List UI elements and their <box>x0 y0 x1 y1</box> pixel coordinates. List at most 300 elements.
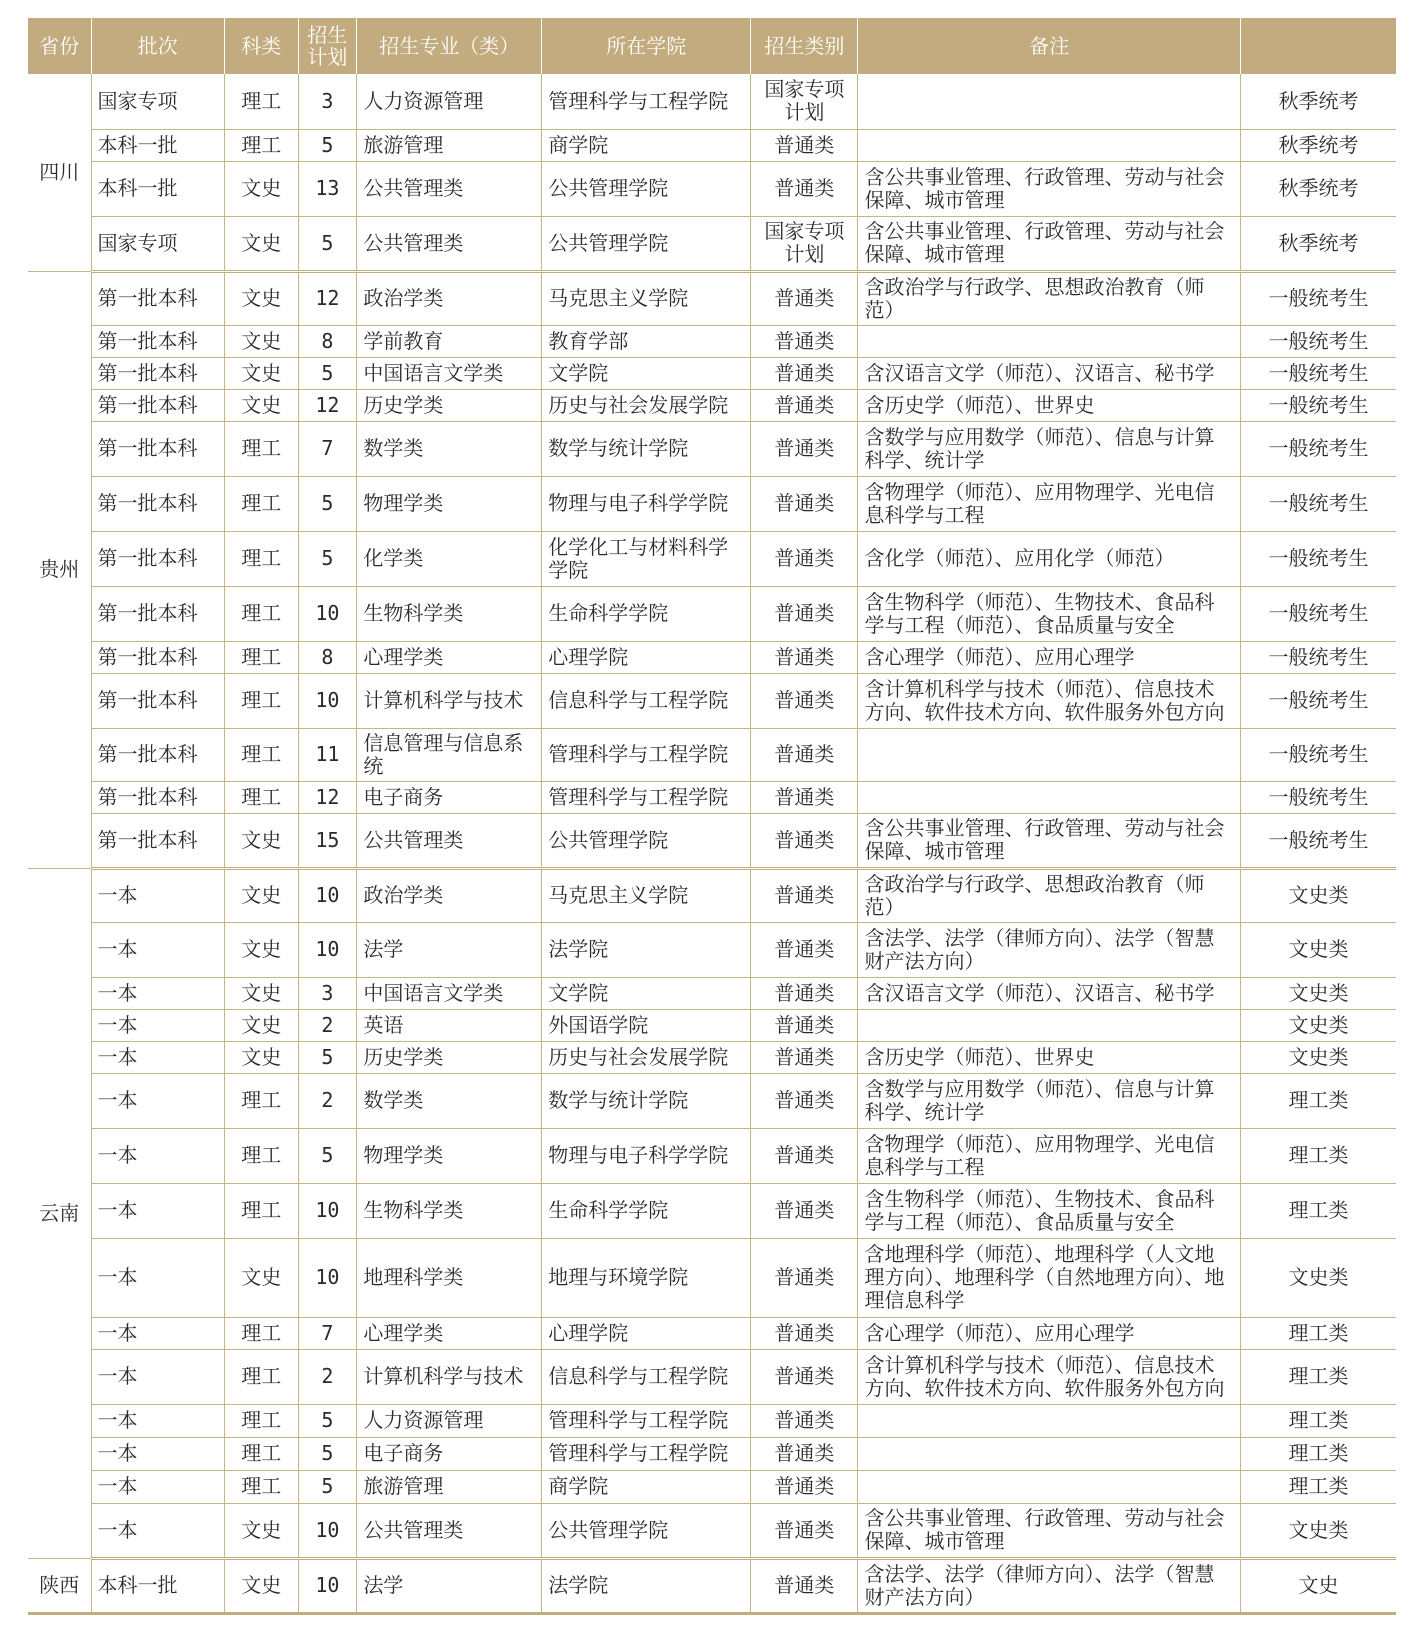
category-cell: 普通类 <box>751 1073 858 1128</box>
college-cell: 心理学院 <box>542 1317 751 1349</box>
note-cell: 含数学与应用数学（师范）、信息与计算科学、统计学 <box>858 421 1240 476</box>
subject-cell: 理工 <box>224 1128 298 1183</box>
table-row <box>28 922 1396 977</box>
plan-cell: 10 <box>298 922 357 977</box>
header-plan: 招生计划 <box>298 18 357 74</box>
note-cell: 含计算机科学与技术（师范）、信息技术方向、软件技术方向、软件服务外包方向 <box>858 1349 1240 1404</box>
plan-cell: 15 <box>298 813 357 868</box>
remark-cell: 理工类 <box>1240 1073 1396 1128</box>
subject-cell: 文史 <box>224 1558 298 1613</box>
major-cell: 数学类 <box>357 1073 542 1128</box>
table-row <box>28 1073 1396 1128</box>
major-cell: 法学 <box>357 922 542 977</box>
batch-cell: 一本 <box>91 1437 224 1470</box>
major-cell: 信息管理与信息系统 <box>357 728 542 781</box>
note-cell: 含公共事业管理、行政管理、劳动与社会保障、城市管理 <box>858 813 1240 868</box>
batch-cell: 一本 <box>91 1404 224 1437</box>
major-cell: 心理学类 <box>357 641 542 673</box>
note-cell <box>858 129 1240 161</box>
note-cell <box>858 781 1240 813</box>
table-row <box>28 673 1396 728</box>
note-cell: 含政治学与行政学、思想政治教育（师范） <box>858 271 1240 325</box>
remark-cell: 秋季统考 <box>1240 161 1396 216</box>
batch-cell: 国家专项 <box>91 74 224 129</box>
batch-cell: 一本 <box>91 977 224 1009</box>
college-cell: 公共管理学院 <box>542 161 751 216</box>
college-cell: 管理科学与工程学院 <box>542 1404 751 1437</box>
remark-cell: 一般统考生 <box>1240 813 1396 868</box>
category-cell: 普通类 <box>751 1470 858 1503</box>
remark-cell: 文史类 <box>1240 1238 1396 1317</box>
subject-cell: 文史 <box>224 1041 298 1073</box>
remark-cell: 一般统考生 <box>1240 586 1396 641</box>
college-cell: 教育学部 <box>542 325 751 357</box>
subject-cell: 文史 <box>224 271 298 325</box>
category-cell: 普通类 <box>751 325 858 357</box>
table-row <box>28 325 1396 357</box>
note-cell <box>858 728 1240 781</box>
batch-cell: 第一批本科 <box>91 476 224 531</box>
note-cell: 含心理学（师范）、应用心理学 <box>858 641 1240 673</box>
college-cell: 公共管理学院 <box>542 813 751 868</box>
table-row <box>28 129 1396 161</box>
plan-cell: 11 <box>298 728 357 781</box>
table-row <box>28 357 1396 389</box>
category-cell: 普通类 <box>751 1503 858 1558</box>
table-row <box>28 271 1396 325</box>
plan-cell: 5 <box>298 357 357 389</box>
remark-cell: 理工类 <box>1240 1470 1396 1503</box>
subject-cell: 文史 <box>224 325 298 357</box>
subject-cell: 文史 <box>224 357 298 389</box>
remark-cell: 一般统考生 <box>1240 357 1396 389</box>
college-cell: 生命科学学院 <box>542 586 751 641</box>
major-cell: 英语 <box>357 1009 542 1041</box>
table-row <box>28 1470 1396 1503</box>
major-cell: 中国语言文学类 <box>357 357 542 389</box>
major-cell: 旅游管理 <box>357 129 542 161</box>
plan-cell: 10 <box>298 1238 357 1317</box>
college-cell: 数学与统计学院 <box>542 1073 751 1128</box>
category-cell: 普通类 <box>751 161 858 216</box>
batch-cell: 本科一批 <box>91 129 224 161</box>
college-cell: 法学院 <box>542 1558 751 1613</box>
major-cell: 电子商务 <box>357 781 542 813</box>
major-cell: 物理学类 <box>357 1128 542 1183</box>
note-cell <box>858 1404 1240 1437</box>
note-cell: 含公共事业管理、行政管理、劳动与社会保障、城市管理 <box>858 1503 1240 1558</box>
category-cell: 普通类 <box>751 1183 858 1238</box>
batch-cell: 第一批本科 <box>91 325 224 357</box>
header-notes: 备注 <box>858 18 1240 74</box>
plan-cell: 10 <box>298 1183 357 1238</box>
note-cell: 含公共事业管理、行政管理、劳动与社会保障、城市管理 <box>858 216 1240 271</box>
college-cell: 物理与电子科学学院 <box>542 476 751 531</box>
plan-cell: 5 <box>298 216 357 271</box>
header-remark <box>1240 18 1396 74</box>
plan-cell: 5 <box>298 531 357 586</box>
remark-cell: 秋季统考 <box>1240 74 1396 129</box>
header-major: 招生专业（类） <box>357 18 542 74</box>
batch-cell: 一本 <box>91 1317 224 1349</box>
remark-cell: 文史类 <box>1240 868 1396 922</box>
subject-cell: 文史 <box>224 216 298 271</box>
college-cell: 商学院 <box>542 129 751 161</box>
plan-cell: 12 <box>298 389 357 421</box>
major-cell: 地理科学类 <box>357 1238 542 1317</box>
college-cell: 地理与环境学院 <box>542 1238 751 1317</box>
remark-cell: 秋季统考 <box>1240 129 1396 161</box>
remark-cell: 一般统考生 <box>1240 673 1396 728</box>
table-row <box>28 1503 1396 1558</box>
table-row <box>28 421 1396 476</box>
remark-cell: 一般统考生 <box>1240 325 1396 357</box>
category-cell: 普通类 <box>751 813 858 868</box>
college-cell: 管理科学与工程学院 <box>542 74 751 129</box>
batch-cell: 第一批本科 <box>91 389 224 421</box>
major-cell: 物理学类 <box>357 476 542 531</box>
major-cell: 公共管理类 <box>357 216 542 271</box>
remark-cell: 文史类 <box>1240 1503 1396 1558</box>
province-cell: 陕西 <box>28 1558 91 1613</box>
major-cell: 计算机科学与技术 <box>357 1349 542 1404</box>
plan-cell: 12 <box>298 781 357 813</box>
plan-cell: 2 <box>298 1073 357 1128</box>
subject-cell: 理工 <box>224 74 298 129</box>
batch-cell: 一本 <box>91 1009 224 1041</box>
remark-cell: 理工类 <box>1240 1183 1396 1238</box>
category-cell: 普通类 <box>751 531 858 586</box>
note-cell: 含生物科学（师范）、生物技术、食品科学与工程（师范）、食品质量与安全 <box>858 586 1240 641</box>
table-row <box>28 781 1396 813</box>
subject-cell: 理工 <box>224 1437 298 1470</box>
major-cell: 人力资源管理 <box>357 74 542 129</box>
note-cell: 含历史学（师范）、世界史 <box>858 389 1240 421</box>
major-cell: 法学 <box>357 1558 542 1613</box>
batch-cell: 一本 <box>91 1128 224 1183</box>
remark-cell: 一般统考生 <box>1240 389 1396 421</box>
category-cell: 普通类 <box>751 781 858 813</box>
college-cell: 历史与社会发展学院 <box>542 389 751 421</box>
batch-cell: 第一批本科 <box>91 357 224 389</box>
subject-cell: 理工 <box>224 1349 298 1404</box>
subject-cell: 理工 <box>224 1470 298 1503</box>
header-batch: 批次 <box>91 18 224 74</box>
note-cell: 含地理科学（师范）、地理科学（人文地理方向）、地理科学（自然地理方向）、地理信息科学 <box>858 1238 1240 1317</box>
college-cell: 生命科学学院 <box>542 1183 751 1238</box>
category-cell: 普通类 <box>751 1349 858 1404</box>
remark-cell: 文史类 <box>1240 922 1396 977</box>
batch-cell: 第一批本科 <box>91 781 224 813</box>
table-row <box>28 977 1396 1009</box>
plan-cell: 5 <box>298 476 357 531</box>
note-cell: 含心理学（师范）、应用心理学 <box>858 1317 1240 1349</box>
batch-cell: 一本 <box>91 1238 224 1317</box>
table-row <box>28 74 1396 129</box>
subject-cell: 理工 <box>224 728 298 781</box>
subject-cell: 文史 <box>224 977 298 1009</box>
batch-cell: 本科一批 <box>91 1558 224 1613</box>
table-row <box>28 531 1396 586</box>
batch-cell: 第一批本科 <box>91 271 224 325</box>
batch-cell: 一本 <box>91 1503 224 1558</box>
table-row <box>28 1183 1396 1238</box>
major-cell: 历史学类 <box>357 389 542 421</box>
subject-cell: 理工 <box>224 1073 298 1128</box>
note-cell: 含法学、法学（律师方向）、法学（智慧财产法方向） <box>858 922 1240 977</box>
note-cell <box>858 1437 1240 1470</box>
remark-cell: 秋季统考 <box>1240 216 1396 271</box>
college-cell: 信息科学与工程学院 <box>542 673 751 728</box>
batch-cell: 一本 <box>91 922 224 977</box>
plan-cell: 10 <box>298 1558 357 1613</box>
header-subject: 科类 <box>224 18 298 74</box>
major-cell: 化学类 <box>357 531 542 586</box>
subject-cell: 理工 <box>224 641 298 673</box>
college-cell: 马克思主义学院 <box>542 271 751 325</box>
college-cell: 外国语学院 <box>542 1009 751 1041</box>
category-cell: 普通类 <box>751 977 858 1009</box>
college-cell: 法学院 <box>542 922 751 977</box>
college-cell: 历史与社会发展学院 <box>542 1041 751 1073</box>
college-cell: 商学院 <box>542 1470 751 1503</box>
table-row <box>28 1128 1396 1183</box>
category-cell: 普通类 <box>751 1558 858 1613</box>
major-cell: 计算机科学与技术 <box>357 673 542 728</box>
province-cell: 云南 <box>28 868 91 1558</box>
note-cell <box>858 74 1240 129</box>
plan-cell: 5 <box>298 1128 357 1183</box>
plan-cell: 5 <box>298 1404 357 1437</box>
category-cell: 普通类 <box>751 271 858 325</box>
table-row <box>28 1437 1396 1470</box>
category-cell: 普通类 <box>751 389 858 421</box>
remark-cell: 一般统考生 <box>1240 531 1396 586</box>
category-cell: 国家专项计划 <box>751 74 858 129</box>
college-cell: 管理科学与工程学院 <box>542 1437 751 1470</box>
note-cell: 含公共事业管理、行政管理、劳动与社会保障、城市管理 <box>858 161 1240 216</box>
plan-cell: 5 <box>298 1470 357 1503</box>
remark-cell: 理工类 <box>1240 1128 1396 1183</box>
batch-cell: 第一批本科 <box>91 641 224 673</box>
plan-cell: 8 <box>298 641 357 673</box>
subject-cell: 理工 <box>224 531 298 586</box>
plan-cell: 10 <box>298 1503 357 1558</box>
category-cell: 普通类 <box>751 641 858 673</box>
batch-cell: 国家专项 <box>91 216 224 271</box>
college-cell: 文学院 <box>542 977 751 1009</box>
table-row <box>28 1238 1396 1317</box>
category-cell: 普通类 <box>751 728 858 781</box>
admissions-table <box>28 18 1396 1615</box>
plan-cell: 5 <box>298 1041 357 1073</box>
batch-cell: 一本 <box>91 1470 224 1503</box>
category-cell: 普通类 <box>751 1009 858 1041</box>
category-cell: 普通类 <box>751 1128 858 1183</box>
college-cell: 信息科学与工程学院 <box>542 1349 751 1404</box>
subject-cell: 文史 <box>224 161 298 216</box>
major-cell: 生物科学类 <box>357 586 542 641</box>
batch-cell: 第一批本科 <box>91 421 224 476</box>
batch-cell: 第一批本科 <box>91 813 224 868</box>
category-cell: 普通类 <box>751 1238 858 1317</box>
table-row <box>28 389 1396 421</box>
category-cell: 普通类 <box>751 868 858 922</box>
subject-cell: 文史 <box>224 922 298 977</box>
remark-cell: 一般统考生 <box>1240 421 1396 476</box>
category-cell: 普通类 <box>751 357 858 389</box>
batch-cell: 一本 <box>91 868 224 922</box>
table-row <box>28 1349 1396 1404</box>
batch-cell: 一本 <box>91 1349 224 1404</box>
major-cell: 公共管理类 <box>357 161 542 216</box>
plan-cell: 5 <box>298 1437 357 1470</box>
note-cell <box>858 1470 1240 1503</box>
note-cell: 含汉语言文学（师范）、汉语言、秘书学 <box>858 977 1240 1009</box>
plan-cell: 2 <box>298 1009 357 1041</box>
subject-cell: 理工 <box>224 781 298 813</box>
header-category: 招生类别 <box>751 18 858 74</box>
subject-cell: 理工 <box>224 586 298 641</box>
major-cell: 人力资源管理 <box>357 1404 542 1437</box>
note-cell <box>858 1009 1240 1041</box>
category-cell: 普通类 <box>751 673 858 728</box>
category-cell: 普通类 <box>751 1317 858 1349</box>
note-cell: 含物理学（师范）、应用物理学、光电信息科学与工程 <box>858 1128 1240 1183</box>
major-cell: 公共管理类 <box>357 813 542 868</box>
subject-cell: 文史 <box>224 1238 298 1317</box>
subject-cell: 理工 <box>224 421 298 476</box>
table-row <box>28 641 1396 673</box>
remark-cell: 一般统考生 <box>1240 728 1396 781</box>
header-row <box>28 18 1396 74</box>
note-cell: 含化学（师范）、应用化学（师范） <box>858 531 1240 586</box>
header-province: 省份 <box>28 18 91 74</box>
table-row <box>28 1041 1396 1073</box>
table-row <box>28 1404 1396 1437</box>
college-cell: 物理与电子科学学院 <box>542 1128 751 1183</box>
note-cell: 含数学与应用数学（师范）、信息与计算科学、统计学 <box>858 1073 1240 1128</box>
table-row <box>28 1009 1396 1041</box>
major-cell: 心理学类 <box>357 1317 542 1349</box>
remark-cell: 理工类 <box>1240 1317 1396 1349</box>
college-cell: 公共管理学院 <box>542 216 751 271</box>
subject-cell: 理工 <box>224 1317 298 1349</box>
batch-cell: 第一批本科 <box>91 531 224 586</box>
remark-cell: 文史类 <box>1240 1009 1396 1041</box>
header-college: 所在学院 <box>542 18 751 74</box>
college-cell: 管理科学与工程学院 <box>542 781 751 813</box>
remark-cell: 一般统考生 <box>1240 781 1396 813</box>
table-row <box>28 586 1396 641</box>
batch-cell: 第一批本科 <box>91 728 224 781</box>
remark-cell: 一般统考生 <box>1240 476 1396 531</box>
note-cell: 含汉语言文学（师范）、汉语言、秘书学 <box>858 357 1240 389</box>
plan-cell: 10 <box>298 868 357 922</box>
batch-cell: 第一批本科 <box>91 586 224 641</box>
table-row <box>28 476 1396 531</box>
remark-cell: 理工类 <box>1240 1404 1396 1437</box>
remark-cell: 文史类 <box>1240 977 1396 1009</box>
college-cell: 公共管理学院 <box>542 1503 751 1558</box>
college-cell: 数学与统计学院 <box>542 421 751 476</box>
plan-cell: 3 <box>298 74 357 129</box>
remark-cell: 文史类 <box>1240 1041 1396 1073</box>
remark-cell: 理工类 <box>1240 1349 1396 1404</box>
category-cell: 普通类 <box>751 586 858 641</box>
subject-cell: 理工 <box>224 1404 298 1437</box>
major-cell: 数学类 <box>357 421 542 476</box>
batch-cell: 一本 <box>91 1073 224 1128</box>
batch-cell: 本科一批 <box>91 161 224 216</box>
plan-cell: 8 <box>298 325 357 357</box>
category-cell: 普通类 <box>751 1437 858 1470</box>
plan-cell: 5 <box>298 129 357 161</box>
subject-cell: 文史 <box>224 868 298 922</box>
province-cell: 贵州 <box>28 271 91 868</box>
subject-cell: 文史 <box>224 813 298 868</box>
category-cell: 普通类 <box>751 421 858 476</box>
note-cell <box>858 325 1240 357</box>
table-row <box>28 868 1396 922</box>
province-cell: 四川 <box>28 74 91 271</box>
plan-cell: 7 <box>298 421 357 476</box>
category-cell: 普通类 <box>751 1041 858 1073</box>
college-cell: 心理学院 <box>542 641 751 673</box>
subject-cell: 理工 <box>224 673 298 728</box>
major-cell: 公共管理类 <box>357 1503 542 1558</box>
plan-cell: 10 <box>298 586 357 641</box>
table-row <box>28 728 1396 781</box>
category-cell: 普通类 <box>751 129 858 161</box>
subject-cell: 理工 <box>224 1183 298 1238</box>
plan-cell: 13 <box>298 161 357 216</box>
note-cell: 含政治学与行政学、思想政治教育（师范） <box>858 868 1240 922</box>
note-cell: 含物理学（师范）、应用物理学、光电信息科学与工程 <box>858 476 1240 531</box>
batch-cell: 第一批本科 <box>91 673 224 728</box>
remark-cell: 一般统考生 <box>1240 271 1396 325</box>
subject-cell: 文史 <box>224 389 298 421</box>
category-cell: 普通类 <box>751 922 858 977</box>
college-cell: 文学院 <box>542 357 751 389</box>
college-cell: 马克思主义学院 <box>542 868 751 922</box>
note-cell: 含历史学（师范）、世界史 <box>858 1041 1240 1073</box>
batch-cell: 一本 <box>91 1183 224 1238</box>
major-cell: 旅游管理 <box>357 1470 542 1503</box>
table-row <box>28 813 1396 868</box>
category-cell: 普通类 <box>751 476 858 531</box>
major-cell: 政治学类 <box>357 271 542 325</box>
major-cell: 学前教育 <box>357 325 542 357</box>
table-body <box>28 74 1396 1613</box>
table-row <box>28 1558 1396 1613</box>
subject-cell: 文史 <box>224 1009 298 1041</box>
category-cell: 国家专项计划 <box>751 216 858 271</box>
plan-cell: 12 <box>298 271 357 325</box>
college-cell: 管理科学与工程学院 <box>542 728 751 781</box>
plan-cell: 3 <box>298 977 357 1009</box>
batch-cell: 一本 <box>91 1041 224 1073</box>
remark-cell: 理工类 <box>1240 1437 1396 1470</box>
subject-cell: 理工 <box>224 476 298 531</box>
category-cell: 普通类 <box>751 1404 858 1437</box>
note-cell: 含计算机科学与技术（师范）、信息技术方向、软件技术方向、软件服务外包方向 <box>858 673 1240 728</box>
college-cell: 化学化工与材料科学学院 <box>542 531 751 586</box>
plan-cell: 2 <box>298 1349 357 1404</box>
table-row <box>28 161 1396 216</box>
table-row <box>28 1317 1396 1349</box>
major-cell: 生物科学类 <box>357 1183 542 1238</box>
